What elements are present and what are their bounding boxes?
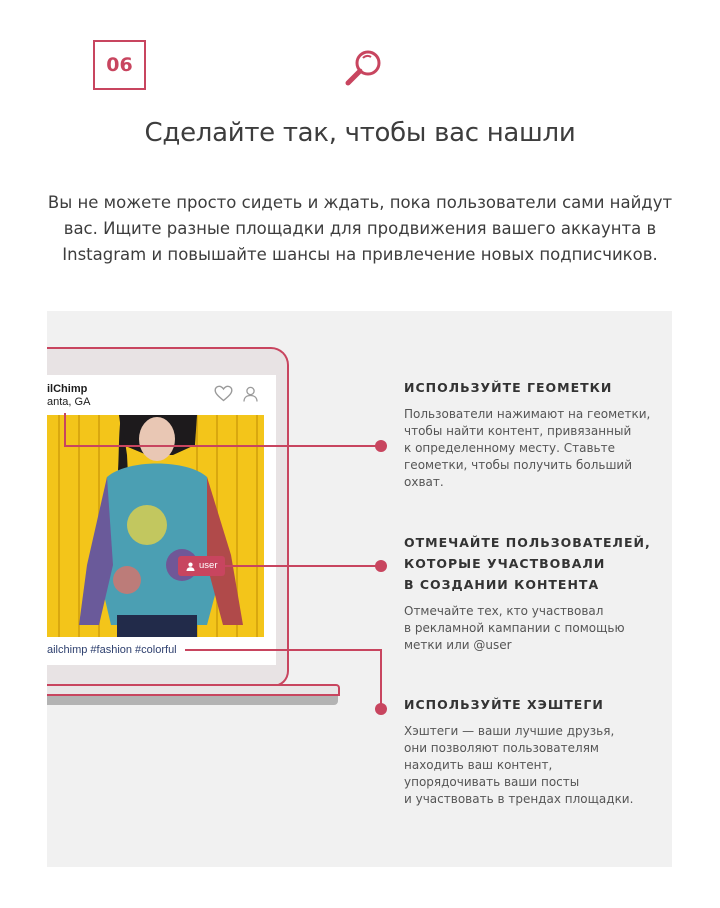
hashtag-callout-dot	[375, 703, 387, 715]
user-callout-dot	[375, 560, 387, 572]
tip-title: ИСПОЛЬЗУЙТЕ ГЕОМЕТКИ	[404, 380, 613, 395]
hashtag-callout-line	[185, 650, 381, 709]
tip-geotags	[404, 377, 672, 491]
tip-text: Пользователи нажимают на геометки, чтобы найти контент, привязанный к определенному месту. Ставьте геометки, чтобы получить больший охват.	[404, 407, 651, 489]
tip-title: ИСПОЛЬЗУЙТЕ ХЭШТЕГИ	[404, 697, 604, 712]
post-hashtags: ailchimp #fashion #colorful	[47, 644, 177, 656]
geotag-callout-dot	[375, 440, 387, 452]
user-tag-label: user	[199, 560, 218, 571]
geotag-callout-line	[65, 413, 381, 446]
page-title: Сделайте так, чтобы вас нашли	[144, 118, 576, 148]
intro-text: Вы не можете просто сидеть и ждать, пока пользователи сами найдут вас. Ищите разные площадки для продвижения вашего аккаунта в Instagram и повышайте шансы на привлечение новых подписчиков.	[47, 193, 673, 264]
tip-text: Отмечайте тех, кто участвовал в рекламной кампании с помощью метки или @user	[404, 604, 625, 652]
post-username: ilChimp	[47, 383, 88, 395]
search-icon	[343, 48, 385, 88]
post-location: anta, GA	[47, 396, 91, 408]
step-number: 06	[93, 40, 146, 90]
tip-hashtags	[404, 694, 672, 808]
tip-tag-users	[404, 532, 672, 654]
tip-title: ОТМЕЧАЙТЕ ПОЛЬЗОВАТЕЛЕЙ, КОТОРЫЕ УЧАСТВОВАЛИ В СОЗДАНИИ КОНТЕНТА	[404, 535, 651, 592]
illustration-panel	[47, 311, 672, 867]
tip-text: Хэштеги — ваши лучшие друзья, они позволяют пользователям находить ваш контент, упорядочивать ваши посты и участвовать в трендах площадки.	[404, 724, 634, 806]
